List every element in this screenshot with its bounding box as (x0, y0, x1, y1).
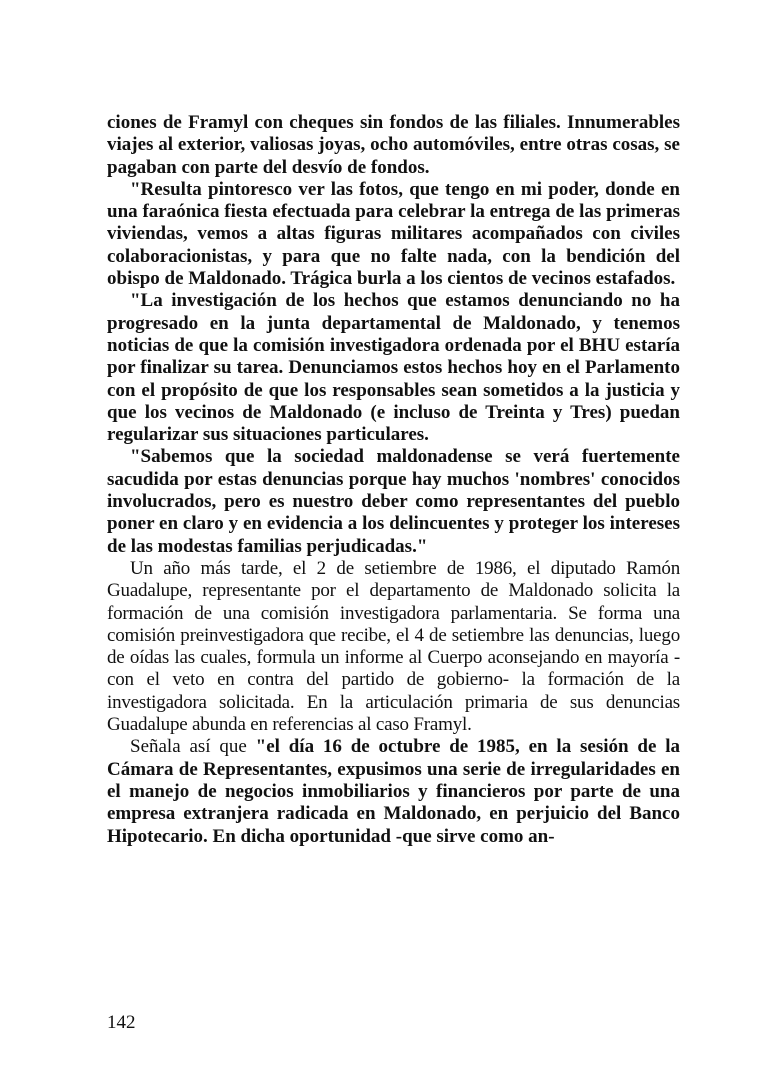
paragraph-6 (107, 736, 680, 847)
paragraph-2: "Resulta pintoresco ver las fotos, que tengo en mi poder, donde en una faraónica fiesta efectuada para celebrar la entrega de las primeras viviendas, vemos a altas figuras militares acompañados con civiles colaboracionistas, y para que no falte nada, con la bendición del obispo de Maldonado. Trágica burla a los cientos de vecinos estafados. (107, 178, 680, 290)
final-text-block (107, 736, 680, 847)
page-number: 142 (107, 1012, 136, 1033)
paragraph-3: "La investigación de los hechos que estamos denunciando no ha progresado en la junta departamental de Maldonado, y tenemos noticias de que la comisión investigadora ordenada por el BHU estaría por finalizar su tarea. Denunciamos estos hechos hoy en el Parlamento con el propósito de que los responsables sean sometidos a la justicia y que los vecinos de Maldonado (e incluso de Treinta y Tres) puedan regularizar sus situaciones particulares. (107, 290, 680, 446)
quoted-text-block (107, 112, 680, 558)
narrative-text-block (107, 558, 680, 736)
paragraph-4: "Sabemos que la sociedad maldonadense se verá fuertemente sacudida por estas denuncias porque hay muchos 'nombres' conocidos involucrados, pero es nuestro deber como representantes del pueblo poner en claro y en evidencia a los delincuentes y proteger los intereses de las modestas familias perjudicadas." (107, 446, 680, 557)
paragraph-6-quote: "el día 16 de octubre de 1985, en la sesión de la Cámara de Representantes, expusimos una serie de irregularidades en el manejo de negocios inmobiliarios y financieros por parte de una empresa extranjera radicada en Maldonado, en perjuicio del Banco Hipotecario. En dicha oportunidad -que sirve como an- (107, 736, 681, 847)
paragraph-1: ciones de Framyl con cheques sin fondos de las filiales. Innumerables viajes al exterior, valiosas joyas, ocho automóviles, entre otras cosas, se pagaban con parte del desvío de fondos. (107, 112, 680, 178)
paragraph-6-lead: Señala así que (130, 736, 247, 758)
page-body (107, 112, 680, 848)
paragraph-5: Un año más tarde, el 2 de setiembre de 1986, el diputado Ramón Guadalupe, representante por el departamento de Maldonado solicita la formación de una comisión investigadora parlamentaria. Se forma una comisión preinvestigadora que recibe, el 4 de setiembre las denuncias, luego de oídas las cuales, formula un informe al Cuerpo aconsejando en mayoría -con el veto en contra del partido de gobierno- la formación de la investigadora solicitada. En la articulación primaria de sus denuncias Guadalupe abunda en referencias al caso Framyl. (107, 557, 680, 736)
